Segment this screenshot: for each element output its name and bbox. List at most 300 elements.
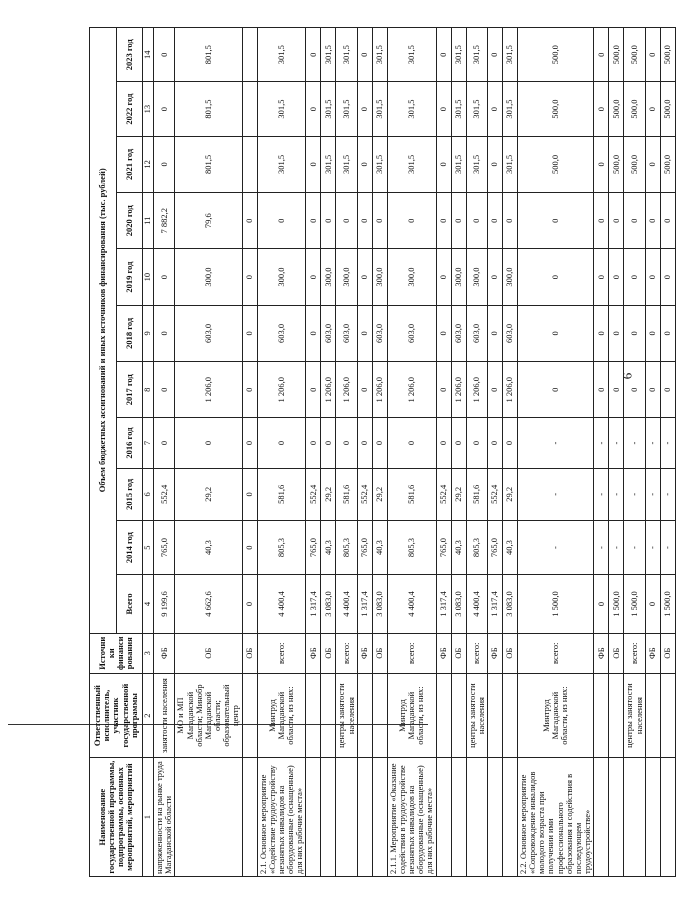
cell-amount: 40,3 [321, 520, 336, 574]
cell-amount: 603,0 [466, 305, 487, 361]
cell-source: всего: [466, 633, 487, 673]
cell-amount: 0 [609, 305, 624, 361]
cell-amount: 1 206,0 [502, 362, 517, 418]
cell-program-name [451, 758, 466, 877]
cell-executor [372, 673, 387, 757]
cell-amount: 300,0 [321, 249, 336, 305]
cell-amount: 500,0 [609, 82, 624, 136]
table-row [372, 28, 387, 877]
cell-amount: 300,0 [372, 249, 387, 305]
cell-amount: 40,3 [502, 520, 517, 574]
cell-amount: 0 [660, 193, 675, 249]
cell-source: ОБ [660, 633, 675, 673]
cell-amount: 581,6 [387, 468, 436, 520]
cell-amount: 0 [451, 193, 466, 249]
cell-program-name [466, 758, 487, 877]
cell-amount: 0 [487, 28, 502, 82]
cell-amount: 0 [487, 193, 502, 249]
cell-amount: 3 083,0 [451, 575, 466, 633]
cell-amount: 3 083,0 [502, 575, 517, 633]
cell-program-name [175, 758, 242, 877]
table-row [436, 28, 451, 877]
cell-program-name [624, 758, 645, 877]
table-row [175, 28, 242, 877]
cell-amount: 0 [306, 362, 321, 418]
cell-amount: 1 206,0 [466, 362, 487, 418]
table-row [645, 28, 660, 877]
cell-amount: 0 [242, 468, 257, 520]
header-executor: Ответственный исполнитель, участник государственной программы [90, 673, 143, 757]
cell-amount: 0 [357, 305, 372, 361]
cell-amount: 0 [660, 305, 675, 361]
cell-amount: 301,5 [372, 136, 387, 192]
table-row [487, 28, 502, 877]
header-year: 2022 год [116, 82, 143, 136]
table-row [624, 28, 645, 877]
cell-amount: 0 [387, 418, 436, 468]
header-year: 2023 год [116, 28, 143, 82]
cell-amount: 603,0 [175, 305, 242, 361]
cell-amount: 0 [609, 193, 624, 249]
cell-executor [502, 673, 517, 757]
cell-program-name [487, 758, 502, 877]
cell-amount: 0 [660, 249, 675, 305]
cell-amount: 0 [154, 82, 175, 136]
cell-amount: 0 [487, 418, 502, 468]
header-year: 2015 год [116, 468, 143, 520]
cell-amount: - [624, 468, 645, 520]
cell-amount: 301,5 [466, 136, 487, 192]
cell-amount: 7 882,2 [154, 193, 175, 249]
header-column-number: 3 [143, 633, 154, 673]
cell-amount: 0 [502, 193, 517, 249]
cell-amount: 300,0 [502, 249, 517, 305]
header-year: 2021 год [116, 136, 143, 192]
cell-amount: 301,5 [451, 28, 466, 82]
cell-amount: 765,0 [306, 520, 321, 574]
cell-amount: 0 [487, 82, 502, 136]
cell-program-name [372, 758, 387, 877]
cell-amount: - [594, 468, 609, 520]
cell-source: всего: [517, 633, 593, 673]
cell-amount: 500,0 [609, 28, 624, 82]
table-row [154, 28, 175, 877]
cell-executor: центры занятости населения [466, 673, 487, 757]
cell-program-name [609, 758, 624, 877]
cell-amount: 0 [594, 362, 609, 418]
cell-amount: 0 [487, 305, 502, 361]
cell-amount: 0 [436, 362, 451, 418]
cell-amount: 0 [609, 249, 624, 305]
header-program-name: Наименование государственной программы, подпрограммы, основных мероприятий, мероприятий [90, 758, 143, 877]
cell-amount: - [594, 418, 609, 468]
cell-program-name [660, 758, 675, 877]
header-source: Источники финансирования [90, 633, 143, 673]
cell-amount: 0 [242, 418, 257, 468]
table-row [517, 28, 593, 877]
cell-amount: 500,0 [517, 136, 593, 192]
cell-amount: 40,3 [372, 520, 387, 574]
cell-amount: 29,2 [321, 468, 336, 520]
cell-amount: 0 [154, 362, 175, 418]
cell-amount: 0 [645, 28, 660, 82]
cell-amount: 1 317,4 [436, 575, 451, 633]
cell-program-name [242, 758, 257, 877]
cell-amount: - [660, 418, 675, 468]
cell-amount: 0 [257, 193, 306, 249]
cell-amount: 0 [154, 305, 175, 361]
header-column-number: 13 [143, 82, 154, 136]
cell-amount: 0 [357, 418, 372, 468]
cell-executor [645, 673, 660, 757]
cell-amount: - [624, 520, 645, 574]
cell-amount: 0 [645, 136, 660, 192]
table-row [660, 28, 675, 877]
cell-source: всего: [336, 633, 357, 673]
cell-source: ОБ [451, 633, 466, 673]
cell-source: всего: [257, 633, 306, 673]
cell-amount: - [517, 520, 593, 574]
cell-program-name [306, 758, 321, 877]
cell-amount: 801,5 [175, 28, 242, 82]
cell-source: ОБ [321, 633, 336, 673]
cell-amount: 1 317,4 [357, 575, 372, 633]
cell-amount: 1 206,0 [387, 362, 436, 418]
cell-amount: - [517, 468, 593, 520]
cell-source: всего: [624, 633, 645, 673]
cell-executor [357, 673, 372, 757]
cell-amount: 1 206,0 [451, 362, 466, 418]
cell-amount: 0 [436, 136, 451, 192]
cell-amount: 0 [372, 193, 387, 249]
header-column-number: 8 [143, 362, 154, 418]
cell-amount: 29,2 [372, 468, 387, 520]
cell-executor [242, 673, 257, 757]
cell-amount: 0 [645, 575, 660, 633]
cell-amount: 300,0 [175, 249, 242, 305]
cell-amount: 301,5 [502, 82, 517, 136]
cell-amount: 3 083,0 [321, 575, 336, 633]
cell-amount: 500,0 [517, 28, 593, 82]
cell-amount: 1 500,0 [624, 575, 645, 633]
cell-amount: 40,3 [451, 520, 466, 574]
table-row [257, 28, 306, 877]
cell-amount: - [660, 468, 675, 520]
cell-amount: 603,0 [372, 305, 387, 361]
cell-source: ФБ [357, 633, 372, 673]
cell-amount: 765,0 [154, 520, 175, 574]
cell-executor: МО и МП Магаданской области; Минобр Магаданской области; образовательный центр [175, 673, 242, 757]
cell-amount: 0 [517, 193, 593, 249]
rotated-page [89, 27, 673, 877]
header-column-number: 5 [143, 520, 154, 574]
table-row [336, 28, 357, 877]
cell-amount: 301,5 [257, 28, 306, 82]
cell-source: ОБ [609, 633, 624, 673]
cell-amount: 0 [466, 418, 487, 468]
cell-amount: 1 317,4 [306, 575, 321, 633]
cell-amount: 603,0 [451, 305, 466, 361]
cell-amount: 301,5 [387, 82, 436, 136]
header-year: 2018 год [116, 305, 143, 361]
cell-amount: 500,0 [624, 28, 645, 82]
cell-amount: 0 [624, 305, 645, 361]
cell-amount: 301,5 [321, 82, 336, 136]
header-year: 2020 год [116, 193, 143, 249]
cell-amount: 0 [594, 193, 609, 249]
cell-amount: 500,0 [660, 28, 675, 82]
cell-amount: 1 500,0 [517, 575, 593, 633]
cell-amount: 0 [594, 136, 609, 192]
cell-amount: 581,6 [466, 468, 487, 520]
cell-amount: 0 [242, 193, 257, 249]
cell-amount: - [645, 520, 660, 574]
cell-amount: 0 [594, 28, 609, 82]
cell-amount: 603,0 [336, 305, 357, 361]
header-column-number: 7 [143, 418, 154, 468]
cell-source: ФБ [487, 633, 502, 673]
cell-program-name [336, 758, 357, 877]
funding-table [89, 27, 676, 877]
table-body [154, 28, 676, 877]
cell-program-name: 2.2. Основное мероприятие «Сопровождение инвалидов молодого возраста при получении ими профессионального образования и содействия в последующем трудоустройстве» [517, 758, 593, 877]
header-column-number: 10 [143, 249, 154, 305]
header-year: 2019 год [116, 249, 143, 305]
cell-amount: 301,5 [502, 28, 517, 82]
cell-amount: 301,5 [336, 136, 357, 192]
cell-executor [436, 673, 451, 757]
table-row [306, 28, 321, 877]
cell-amount: - [624, 418, 645, 468]
cell-amount: 301,5 [466, 28, 487, 82]
table-row [357, 28, 372, 877]
cell-amount: 603,0 [321, 305, 336, 361]
cell-amount: 0 [357, 136, 372, 192]
cell-executor: Минтруд Магаданской области, из них: [387, 673, 436, 757]
cell-executor: центры занятости населения [624, 673, 645, 757]
cell-amount: 0 [436, 249, 451, 305]
cell-amount: 0 [357, 193, 372, 249]
table-row [321, 28, 336, 877]
cell-amount: 1 206,0 [372, 362, 387, 418]
cell-source: ФБ [154, 633, 175, 673]
cell-amount: 1 206,0 [321, 362, 336, 418]
cell-amount: 79,6 [175, 193, 242, 249]
cell-amount: 500,0 [660, 136, 675, 192]
cell-amount: 801,5 [175, 136, 242, 192]
cell-amount: 0 [306, 193, 321, 249]
table-row [466, 28, 487, 877]
cell-program-name [436, 758, 451, 877]
cell-amount: 1 206,0 [175, 362, 242, 418]
cell-amount: 500,0 [624, 82, 645, 136]
header-column-number: 9 [143, 305, 154, 361]
cell-amount: 0 [306, 418, 321, 468]
cell-amount: 0 [624, 362, 645, 418]
cell-amount: 0 [321, 418, 336, 468]
cell-executor: занятости населения [154, 673, 175, 757]
cell-amount: 0 [387, 193, 436, 249]
cell-amount: 0 [594, 82, 609, 136]
cell-amount: 0 [306, 136, 321, 192]
cell-amount: 805,3 [466, 520, 487, 574]
cell-source: ОБ [372, 633, 387, 673]
cell-source: всего: [387, 633, 436, 673]
cell-amount: 0 [372, 418, 387, 468]
table-row [502, 28, 517, 877]
cell-amount: 0 [436, 305, 451, 361]
header-column-number: 2 [143, 673, 154, 757]
cell-amount: 1 317,4 [487, 575, 502, 633]
cell-executor [321, 673, 336, 757]
cell-amount: 801,5 [175, 82, 242, 136]
cell-program-name [594, 758, 609, 877]
cell-amount: 0 [487, 136, 502, 192]
header-column-number: 6 [143, 468, 154, 520]
cell-amount: 4 662,6 [175, 575, 242, 633]
cell-amount: 0 [645, 249, 660, 305]
cell-amount: 4 400,4 [336, 575, 357, 633]
cell-amount: 301,5 [502, 136, 517, 192]
cell-amount: 603,0 [387, 305, 436, 361]
cell-amount: 500,0 [660, 82, 675, 136]
page-number: 6 [619, 372, 635, 380]
cell-amount: 4 400,4 [387, 575, 436, 633]
cell-amount: - [609, 418, 624, 468]
header-column-numbers [143, 28, 154, 877]
cell-amount: 0 [242, 575, 257, 633]
cell-amount: 0 [624, 193, 645, 249]
cell-amount: 0 [487, 362, 502, 418]
cell-amount: 805,3 [387, 520, 436, 574]
cell-source: ОБ [242, 633, 257, 673]
cell-amount: 0 [502, 418, 517, 468]
table-row [594, 28, 609, 877]
cell-amount: 0 [336, 418, 357, 468]
header-column-number: 11 [143, 193, 154, 249]
cell-amount: 0 [357, 362, 372, 418]
cell-amount: 0 [175, 418, 242, 468]
cell-executor: центры занятости населения [336, 673, 357, 757]
cell-amount: 0 [645, 305, 660, 361]
cell-amount: 301,5 [372, 82, 387, 136]
cell-amount: 581,6 [257, 468, 306, 520]
cell-amount: 0 [436, 418, 451, 468]
cell-amount: - [609, 468, 624, 520]
cell-executor: Минтруд Магаданской области, из них: [257, 673, 306, 757]
header-year: 2017 год [116, 362, 143, 418]
header-year: 2016 год [116, 418, 143, 468]
cell-amount: 500,0 [517, 82, 593, 136]
cell-source: ОБ [502, 633, 517, 673]
cell-program-name [357, 758, 372, 877]
cell-source: ФБ [436, 633, 451, 673]
cell-amount [242, 136, 257, 192]
cell-amount: 301,5 [336, 28, 357, 82]
cell-amount: 552,4 [306, 468, 321, 520]
cell-amount: 0 [306, 305, 321, 361]
cell-amount: 0 [154, 136, 175, 192]
cell-amount: 300,0 [387, 249, 436, 305]
cell-amount: 0 [645, 193, 660, 249]
cell-amount: 0 [357, 28, 372, 82]
cell-amount: 0 [436, 193, 451, 249]
cell-amount: 4 400,4 [257, 575, 306, 633]
cell-amount: 500,0 [624, 136, 645, 192]
cell-amount: 765,0 [357, 520, 372, 574]
cell-amount: 301,5 [257, 136, 306, 192]
header-column-number: 12 [143, 136, 154, 192]
cell-amount: 0 [154, 28, 175, 82]
cell-amount: 552,4 [154, 468, 175, 520]
cell-amount: 805,3 [257, 520, 306, 574]
table-row [609, 28, 624, 877]
cell-amount: 0 [242, 362, 257, 418]
cell-executor: Минтруд Магаданской области, из них: [517, 673, 593, 757]
cell-amount [242, 28, 257, 82]
cell-source: ФБ [594, 633, 609, 673]
cell-amount: 603,0 [502, 305, 517, 361]
cell-amount: 301,5 [336, 82, 357, 136]
cell-program-name [502, 758, 517, 877]
header-year: Всего [116, 575, 143, 633]
cell-amount: 603,0 [257, 305, 306, 361]
cell-amount: - [660, 520, 675, 574]
cell-amount: 500,0 [609, 136, 624, 192]
cell-amount: 1 500,0 [660, 575, 675, 633]
cell-amount: 0 [466, 193, 487, 249]
cell-amount: 0 [609, 362, 624, 418]
cell-amount: 1 206,0 [336, 362, 357, 418]
cell-executor [594, 673, 609, 757]
cell-amount: 552,4 [357, 468, 372, 520]
cell-executor [306, 673, 321, 757]
table-row [242, 28, 257, 877]
cell-amount: 29,2 [451, 468, 466, 520]
cell-amount: 300,0 [466, 249, 487, 305]
cell-amount: - [594, 520, 609, 574]
cell-executor [451, 673, 466, 757]
cell-amount: 0 [451, 418, 466, 468]
cell-program-name: 2.1. Основное мероприятие «Содействие трудоустройству незанятых инвалидов на оборудованные (оснащенные) для них рабочие места» [257, 758, 306, 877]
header-funding-title: Объем бюджетных ассигнований и иных источников финансирования (тыс. рублей) [90, 28, 117, 634]
cell-amount: 0 [357, 249, 372, 305]
cell-amount: 765,0 [487, 520, 502, 574]
cell-amount: - [645, 418, 660, 468]
header-column-number: 1 [143, 758, 154, 877]
cell-amount: 0 [242, 520, 257, 574]
cell-amount: 0 [645, 82, 660, 136]
cell-amount: 301,5 [451, 136, 466, 192]
cell-source: ОБ [175, 633, 242, 673]
cell-program-name: напряженности на рынке труда Магаданской области [154, 758, 175, 877]
cell-amount: 0 [242, 305, 257, 361]
cell-amount: 0 [306, 249, 321, 305]
cell-amount: 0 [436, 28, 451, 82]
table-row [451, 28, 466, 877]
cell-amount: 301,5 [387, 136, 436, 192]
cell-amount: 9 199,6 [154, 575, 175, 633]
cell-source: ФБ [306, 633, 321, 673]
cell-amount: 1 206,0 [257, 362, 306, 418]
cell-amount: 300,0 [451, 249, 466, 305]
cell-executor [609, 673, 624, 757]
cell-amount: 552,4 [487, 468, 502, 520]
cell-amount: 40,3 [175, 520, 242, 574]
cell-amount: 552,4 [436, 468, 451, 520]
cell-amount: 301,5 [387, 28, 436, 82]
cell-amount: - [517, 418, 593, 468]
